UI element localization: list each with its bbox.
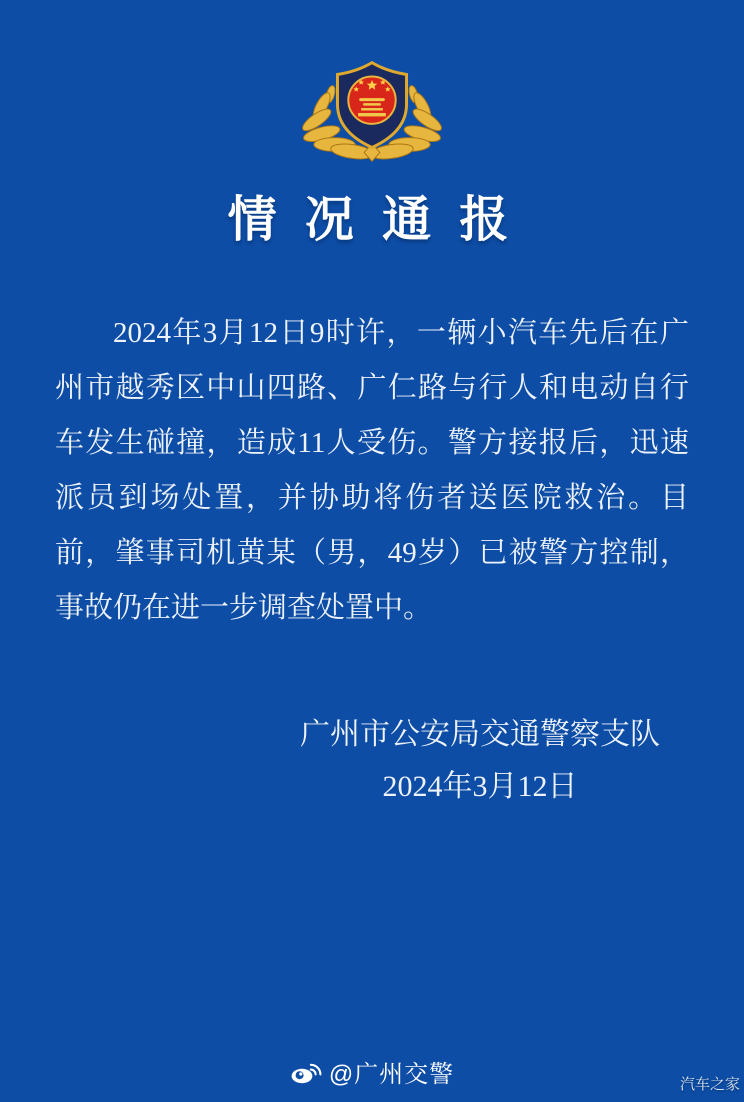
body-line: 事故仍在进一步调查处置中。 [55, 592, 433, 624]
body-line: 2024年3月12日9时许，一辆小汽车先后在广 [113, 317, 689, 349]
watermark-autohome: 汽车之家 [679, 1076, 740, 1093]
body-line: 车发生碰撞，造成11人受伤。警方接报后，迅速 [55, 427, 689, 459]
weibo-icon [290, 1059, 322, 1085]
weibo-handle: @广州交警 [328, 1061, 455, 1088]
police-badge-icon [298, 56, 446, 166]
body-line: 前，肇事司机黄某（男，49岁）已被警方控制， [55, 537, 689, 569]
footer [0, 1054, 744, 1089]
notice-body [55, 306, 689, 636]
signature-block [300, 712, 660, 810]
body-line: 州市越秀区中山四路、广仁路与行人和电动自行 [55, 372, 689, 404]
body-line: 派员到场处置，并协助将伤者送医院救治。目 [55, 482, 689, 514]
signature-date: 2024年3月12日 [382, 770, 578, 803]
notice-title: 情 况 通 报 [227, 192, 517, 247]
signature-org: 广州市公安局交通警察支队 [300, 718, 660, 751]
